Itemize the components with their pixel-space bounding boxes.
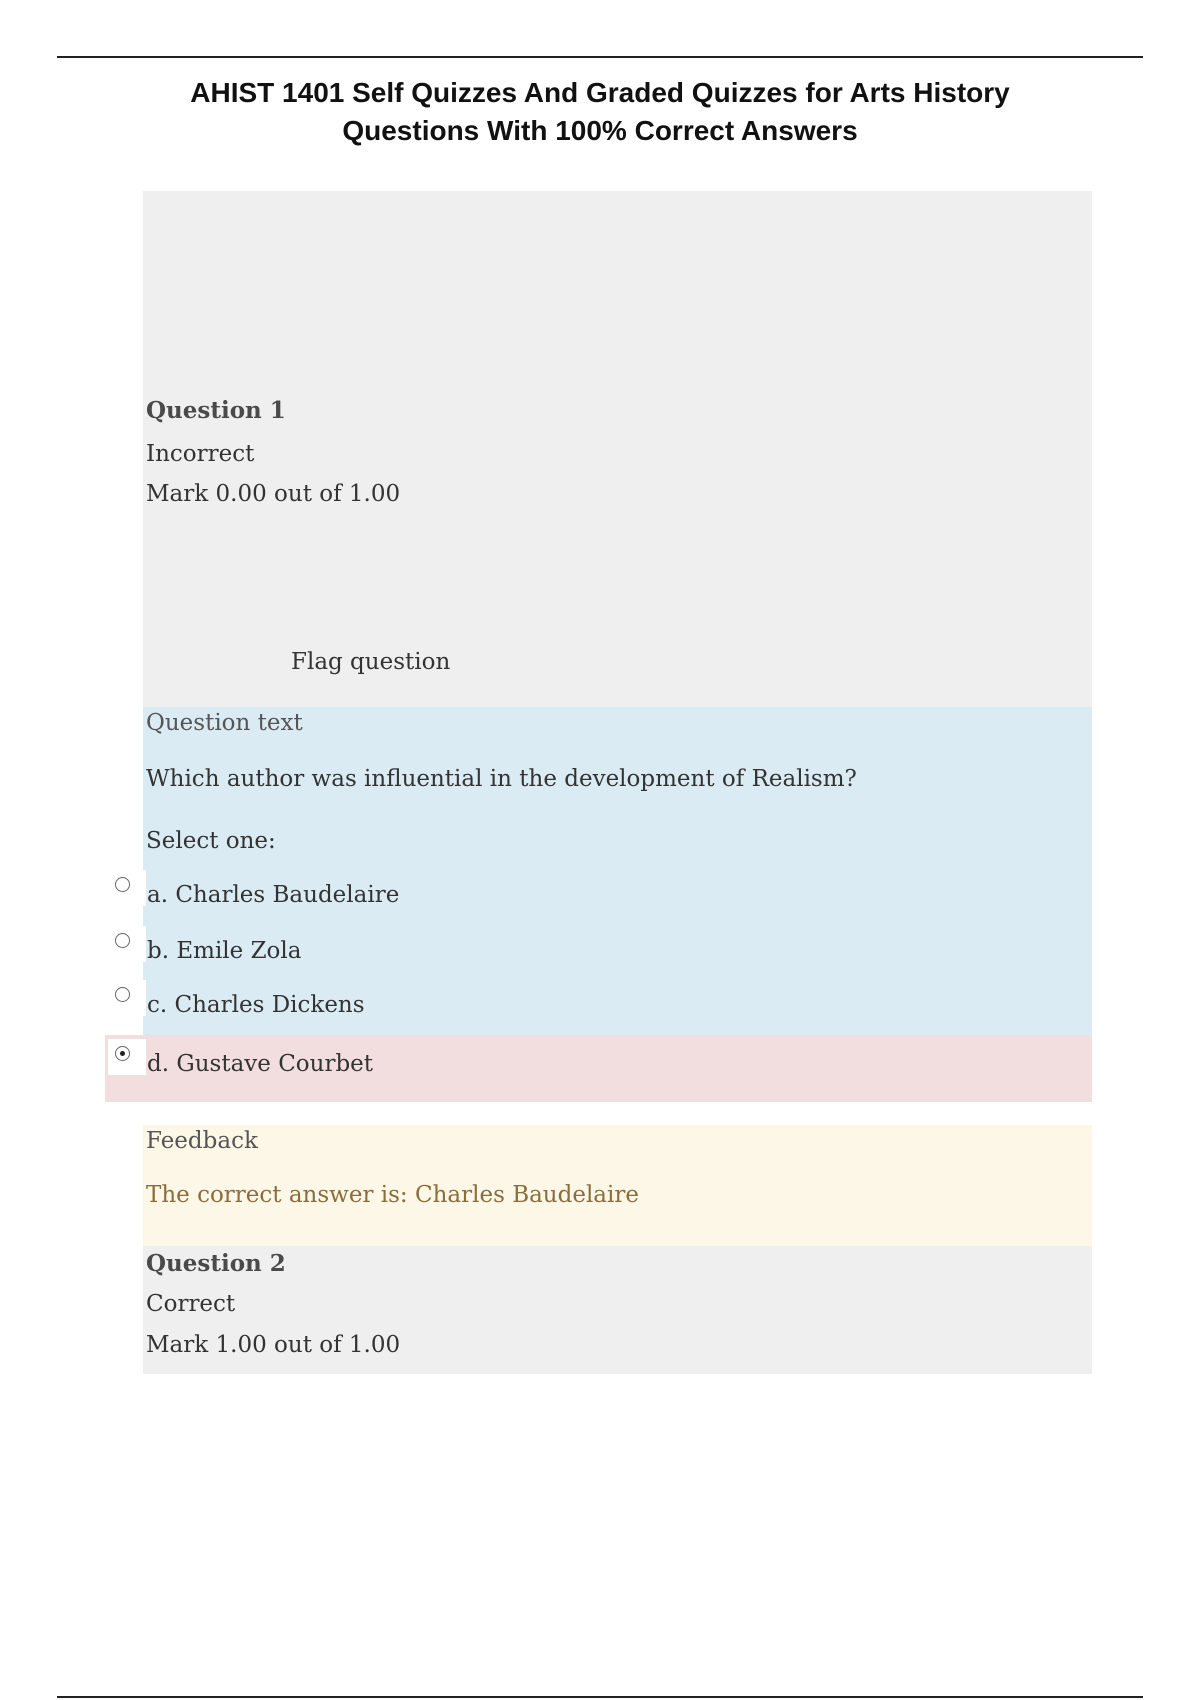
answer-d-label[interactable]: d. Gustave Courbet <box>147 1051 374 1077</box>
flag-question-link[interactable]: Flag question <box>291 649 451 675</box>
answer-d-radio[interactable] <box>108 1039 146 1075</box>
top-divider <box>57 56 1143 58</box>
question-text: Which author was influential in the development of Realism? <box>146 766 857 792</box>
question-1-info <box>143 191 1092 707</box>
answer-c-radio[interactable] <box>108 980 146 1016</box>
question-1-state: Incorrect <box>146 441 255 467</box>
correct-answer-text: The correct answer is: Charles Baudelaire <box>146 1182 639 1208</box>
question-2-state: Correct <box>146 1291 236 1317</box>
question-2-grade: Mark 1.00 out of 1.00 <box>146 1332 401 1358</box>
bottom-divider <box>57 1696 1143 1698</box>
select-one-prompt: Select one: <box>146 828 276 854</box>
question-2-number: Question 2 <box>146 1250 286 1277</box>
radio-dot <box>120 1051 125 1056</box>
answer-b-label[interactable]: b. Emile Zola <box>147 938 302 964</box>
document-title-line-2: Questions With 100% Correct Answers <box>342 115 858 146</box>
answer-option-c[interactable] <box>105 976 1092 1035</box>
document-title-line-1: AHIST 1401 Self Quizzes And Graded Quizzes for Arts History <box>190 77 1010 108</box>
radio-unchecked-icon <box>115 877 130 892</box>
answer-a-label[interactable]: a. Charles Baudelaire <box>147 882 400 908</box>
question-text-heading: Question text <box>146 710 303 736</box>
radio-checked-icon <box>115 1046 130 1061</box>
answer-option-b[interactable] <box>105 922 1092 976</box>
answer-option-d-incorrect[interactable] <box>105 1035 1092 1102</box>
question-1-grade: Mark 0.00 out of 1.00 <box>146 481 401 507</box>
question-2-info <box>143 1246 1092 1374</box>
radio-unchecked-icon <box>115 987 130 1002</box>
answer-c-label[interactable]: c. Charles Dickens <box>147 992 365 1018</box>
answer-b-radio[interactable] <box>108 926 146 962</box>
feedback-heading: Feedback <box>146 1128 258 1154</box>
answer-a-radio[interactable] <box>108 870 146 906</box>
answer-option-a[interactable] <box>105 866 1092 922</box>
question-1-number: Question 1 <box>146 397 286 424</box>
radio-unchecked-icon <box>115 933 130 948</box>
question-1-feedback <box>143 1125 1092 1246</box>
document-title <box>100 74 1100 150</box>
